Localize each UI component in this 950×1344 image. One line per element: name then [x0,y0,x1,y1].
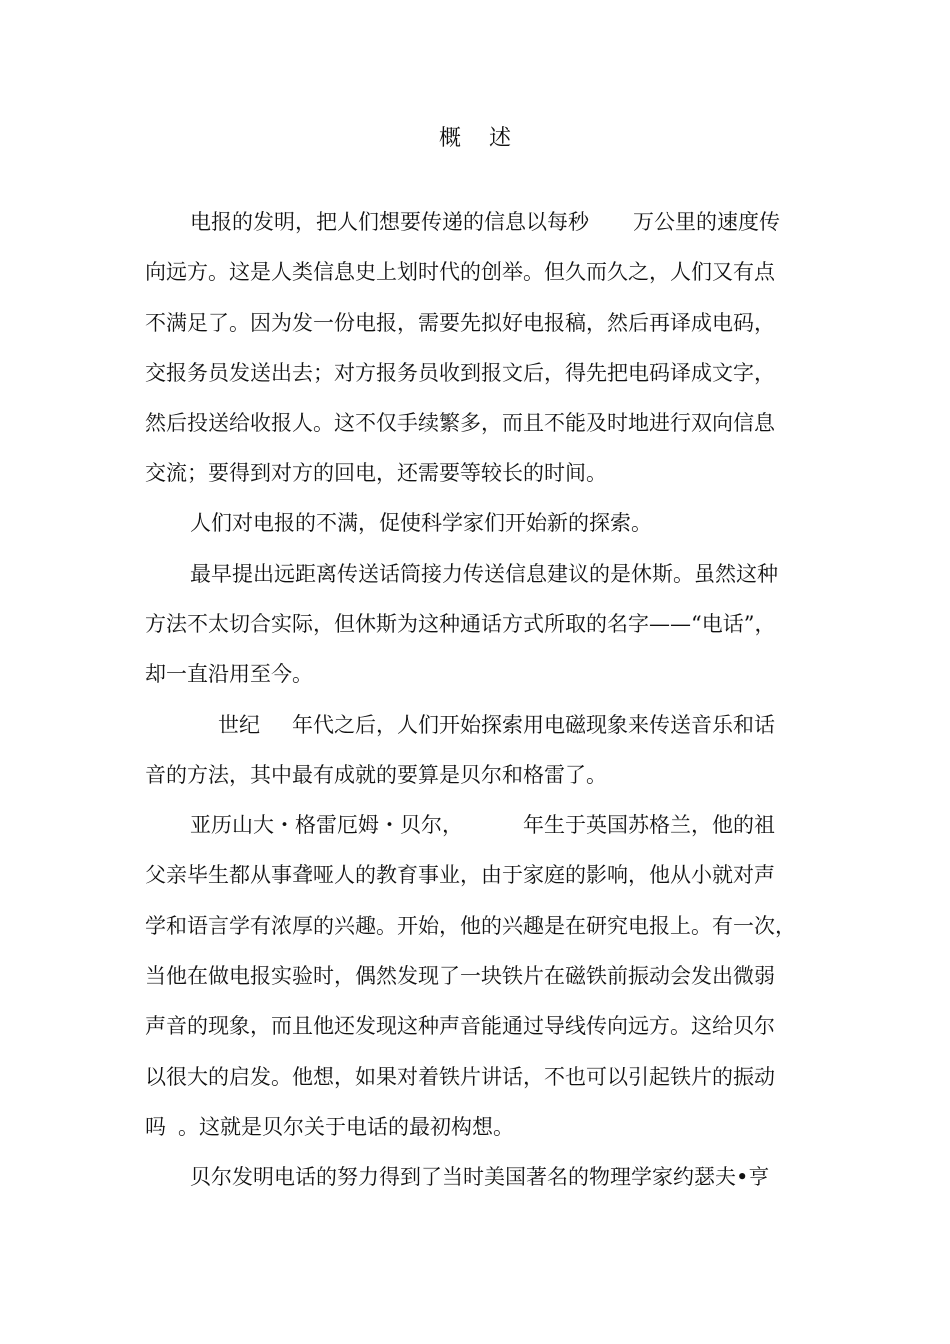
paragraph-line: 音的方法，其中最有成就的要算是贝尔和格雷了。 [145,763,607,787]
paragraph-line: 当他在做电报实验时，偶然发现了一块铁片在磁铁前振动会发出微弱 [145,964,775,988]
paragraph-line: 声音的现象，而且他还发现这种声音能通过导线传向远方。这给贝尔 [145,1014,775,1038]
text-segment: 。这就是贝尔关于电话的最初构想。 [178,1115,514,1139]
paragraph-line [190,207,830,237]
text-segment: 电报的发明，把人们想要传递的信息以每秒 [190,210,589,234]
paragraph-line: 父亲毕生都从事聋哑人的教育事业，由于家庭的影响，他从小就对声 [145,863,775,887]
paragraph-line: 交报务员发送出去；对方报务员收到报文后，得先把电码译成文字， [145,361,775,385]
paragraph-line [190,810,830,840]
title-char-2: 述 [489,126,512,151]
text-segment: 亚历山大・格雷厄姆・贝尔， [190,813,463,837]
text-segment: 世纪 [218,713,260,737]
text-segment: 年生于英国苏格兰，他的祖 [523,813,775,837]
paragraph-line: 交流；要得到对方的回电，还需要等较长的时间。 [145,461,607,485]
text-segment: 吗 [145,1115,166,1139]
paragraph-line: 贝尔发明电话的努力得到了当时美国著名的物理学家约瑟夫•亨 [190,1165,770,1189]
paragraph-line: 不满足了。因为发一份电报，需要先拟好电报稿，然后再译成电码， [145,311,775,335]
paragraph-line [145,1112,825,1142]
paragraph-line: 人们对电报的不满，促使科学家们开始新的探索。 [190,511,652,535]
text-segment: 年代之后，人们开始探索用电磁现象来传送音乐和话 [292,713,775,737]
title-char-1: 概 [438,126,461,151]
paragraph-line: 方法不太切合实际，但休斯为这种通话方式所取的名字——“电话”， [145,612,776,636]
paragraph-line: 然后投送给收报人。这不仅手续繁多，而且不能及时地进行双向信息 [145,411,775,435]
paragraph-line: 却一直沿用至今。 [145,662,313,686]
paragraph-line: 以很大的启发。他想，如果对着铁片讲话，不也可以引起铁片的振动 [145,1065,775,1089]
text-segment: 万公里的速度传 [633,210,780,234]
paragraph-line [218,710,828,740]
paragraph-line: 最早提出远距离传送话筒接力传送信息建议的是休斯。虽然这种 [190,562,778,586]
paragraph-line: 向远方。这是人类信息史上划时代的创举。但久而久之，人们又有点 [145,260,775,284]
paragraph-line: 学和语言学有浓厚的兴趣。开始，他的兴趣是在研究电报上。有一次， [145,914,796,938]
document-title [0,123,950,155]
